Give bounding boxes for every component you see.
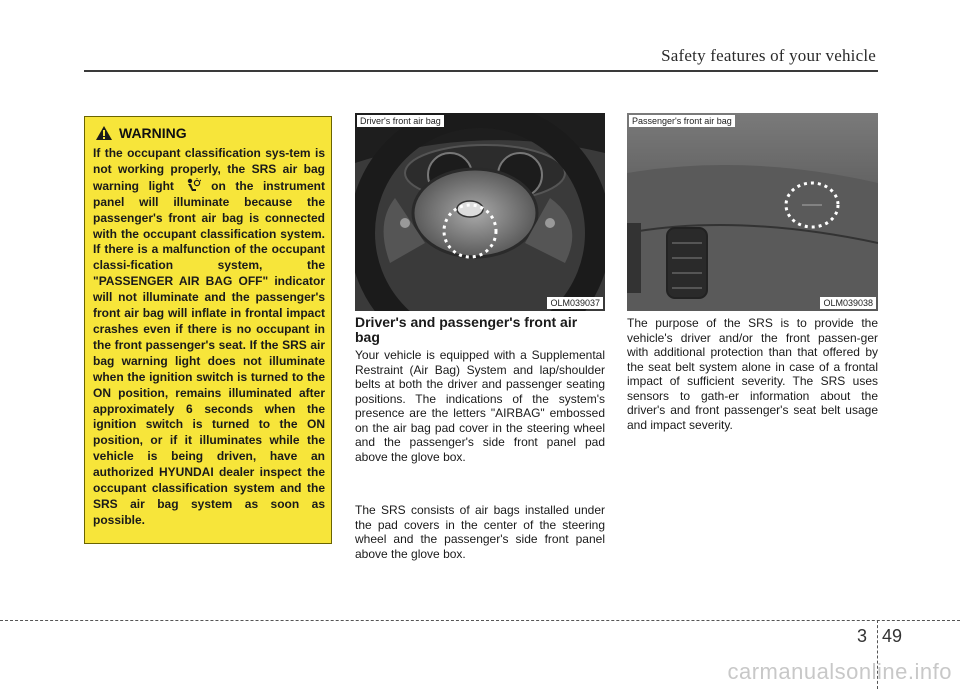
page-number: 49 <box>882 626 903 646</box>
warning-label: WARNING <box>119 125 187 141</box>
warning-box <box>84 116 332 544</box>
driver-figure-code: OLM039037 <box>547 297 603 309</box>
driver-figure-caption: Driver's front air bag <box>357 115 444 127</box>
body-paragraph-1: Your vehicle is equipped with a Supplemental Restraint (Air Bag) System and lap/shoulder belts at both the driver and passenger seating positions. The indications of the system's presence are the letters "AIRBAG" embossed on the air bag pad cover in the steering wheel and the passenger's side front panel pad above the glove box. <box>355 348 605 464</box>
passenger-airbag-figure <box>627 113 878 311</box>
warning-triangle-icon <box>95 125 113 141</box>
driver-airbag-figure <box>355 113 605 311</box>
footer-dashed-rule <box>0 620 960 621</box>
watermark: carmanualsonline.info <box>727 659 952 684</box>
chapter-number: 3 <box>857 626 868 646</box>
header-title: Safety features of your vehicle <box>661 46 876 65</box>
warning-text-part2: on the instrument panel will illuminate because the passenger's front air bag is connected with the occupant classification system. If there is a malfunction of the occupant classi-fication system, the "PASSENGER AIR BAG OFF" indicator will not illuminate and the passenger's front air bag will inflate in frontal impact crashes even if there is no occupant in the front passenger's seat. If the SRS air bag warning light does not illuminate when the ignition switch is turned to the ON position, remains illuminated after approximately 6 seconds when the ignition switch is turned to the ON position, or if it illuminates while the vehicle is being driven, have an authorized HYUNDAI dealer inspect the occupant classification system and the SRS air bag system as soon as possible. <box>93 178 325 527</box>
passenger-figure-code: OLM039038 <box>820 297 876 309</box>
body-paragraph-2: The SRS consists of air bags installed under the pad covers in the center of the steering wheel and the passenger's side front panel above the glove box. <box>355 503 605 561</box>
passenger-figure-caption: Passenger's front air bag <box>629 115 735 127</box>
header-rule <box>84 70 878 72</box>
airbag-warning-light-icon <box>185 178 201 192</box>
warning-heading <box>95 125 187 141</box>
warning-text <box>93 146 325 529</box>
dashboard-illustration <box>627 113 878 311</box>
warning-text-part1: If the occupant classification sys-tem is not working properly, the SRS air bag warning light <box>93 146 325 193</box>
steering-wheel-illustration <box>355 113 605 311</box>
body-paragraph-3: The purpose of the SRS is to provide the vehicle's driver and/or the front passen-ger with additional protection than that offered by the seat belt system alone in case of a frontal impact of sufficient severity. The SRS uses sensors to gath-er information about the driver's and front passenger's seat belt usage and impact severity. <box>627 316 878 432</box>
section-heading: Driver's and passenger's front air bag <box>355 314 578 345</box>
